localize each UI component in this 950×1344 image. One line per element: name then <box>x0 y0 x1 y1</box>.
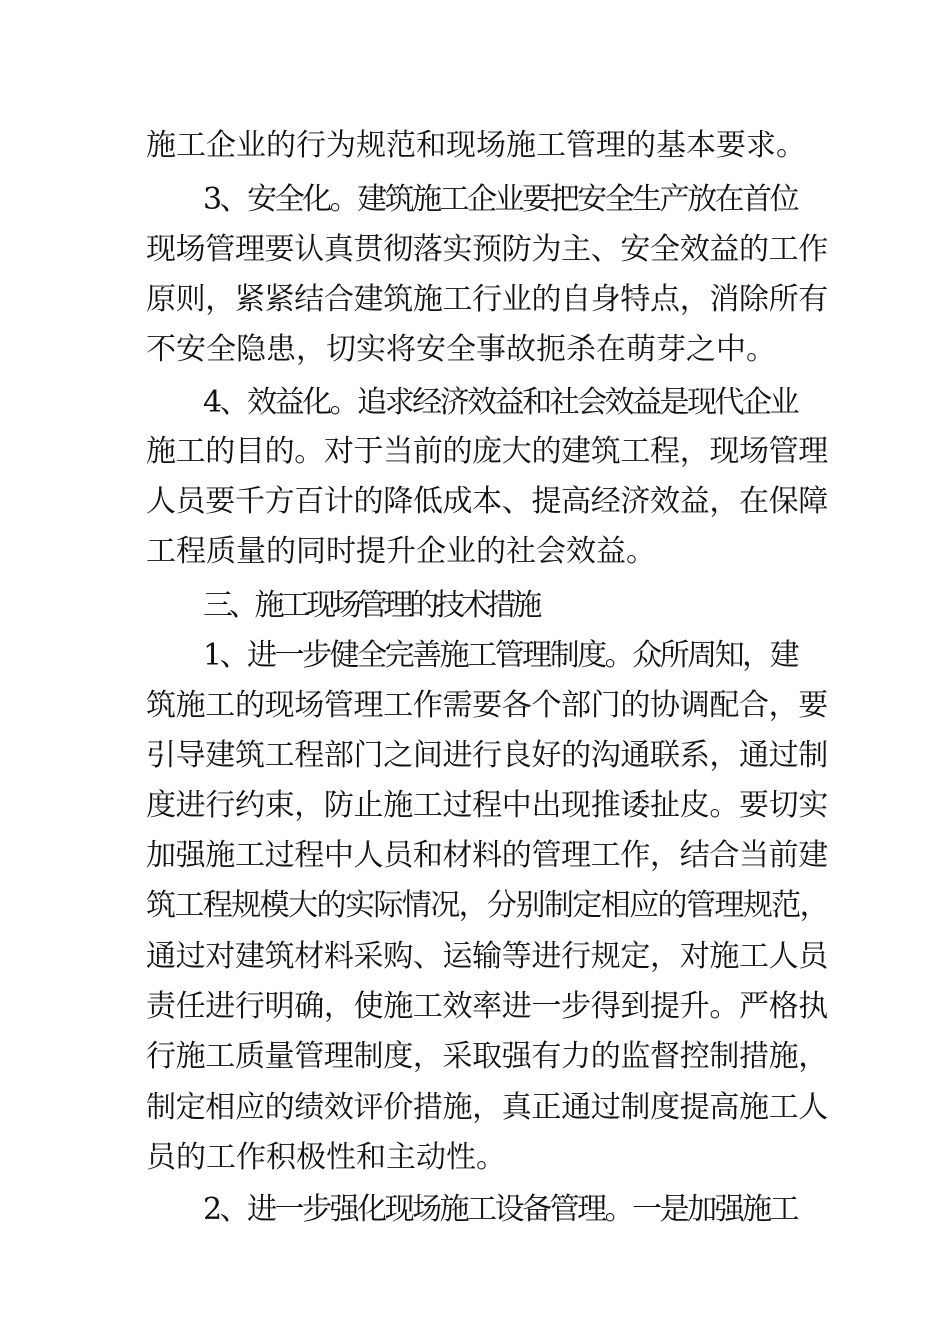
text-line: 制定相应的绩效评价措施，真正通过制度提高施工人 <box>146 1090 828 1125</box>
text-line: 通过对建筑材料采购、运输等进行规定，对施工人员 <box>146 939 828 974</box>
text-line: 2、进一步强化现场施工设备管理。一是加强施工 <box>203 1192 798 1227</box>
text-line: 不安全隐患，切实将安全事故扼杀在萌芽之中。 <box>146 332 776 367</box>
text-line: 人员要千方百计的降低成本、提高经济效益，在保障 <box>146 484 828 519</box>
text-line: 责任进行明确，使施工效率进一步得到提升。严格执 <box>146 989 828 1024</box>
section-heading: 三、施工现场管理的技术措施 <box>203 588 539 623</box>
text-line: 施工的目的。对于当前的庞大的建筑工程，现场管理 <box>146 434 828 469</box>
text-line: 4、效益化。追求经济效益和社会效益是现代企业 <box>203 385 798 420</box>
text-line: 1、进一步健全完善施工管理制度。众所周知，建 <box>203 638 798 673</box>
text-line: 原则，紧紧结合建筑施工行业的自身特点，消除所有 <box>146 282 828 317</box>
text-line: 工程质量的同时提升企业的社会效益。 <box>146 534 656 569</box>
text-line: 3、安全化。建筑施工企业要把安全生产放在首位 <box>203 182 798 217</box>
text-line: 加强施工过程中人员和材料的管理工作，结合当前建 <box>146 838 828 873</box>
text-line: 员的工作积极性和主动性。 <box>146 1140 506 1175</box>
text-line: 现场管理要认真贯彻落实预防为主、安全效益的工作 <box>146 232 828 267</box>
text-line: 行施工质量管理制度，采取强有力的监督控制措施， <box>146 1039 828 1074</box>
text-line: 筑施工的现场管理工作需要各个部门的协调配合，要 <box>146 688 828 723</box>
text-line: 施工企业的行为规范和现场施工管理的基本要求。 <box>146 128 806 163</box>
text-line: 度进行约束，防止施工过程中出现推诿扯皮。要切实 <box>146 788 828 823</box>
text-line: 引导建筑工程部门之间进行良好的沟通联系，通过制 <box>146 738 828 773</box>
text-line: 筑工程规模大的实际情况，分别制定相应的管理规范， <box>146 888 829 923</box>
